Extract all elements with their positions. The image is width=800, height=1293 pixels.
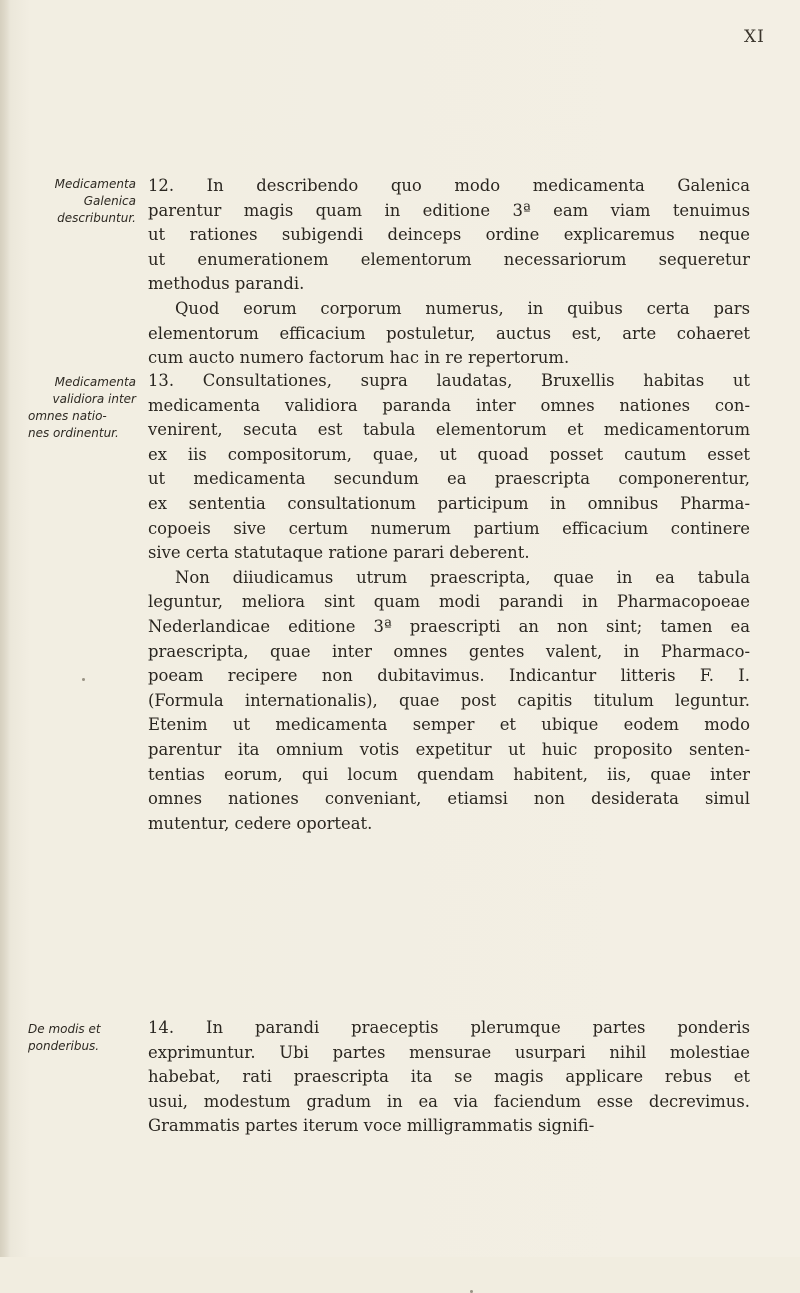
text-line: praescripta, quae inter omnes gentes valent, in Pharmaco-	[148, 641, 750, 661]
text-line: venirent, secuta est tabula elementorum et medicamentorum	[148, 420, 750, 440]
sidenote-line: omnes natio-	[28, 409, 107, 423]
text-line: 12. In describendo quo modo medicamenta Galenica	[148, 176, 750, 195]
paragraph	[148, 369, 750, 566]
text-line: omnes nationes conveniant, etiamsi non desiderata simul	[148, 789, 750, 809]
sidenote-line: Medicamenta	[54, 375, 136, 389]
sidenote-line: validiora inter	[52, 392, 136, 406]
sidenote-line: Medicamenta	[54, 177, 136, 191]
text-line: copoeis sive certum numerum partium efficacium continere	[148, 518, 750, 538]
text-line: leguntur, meliora sint quam modi parandi in Pharmacopoeae	[148, 592, 750, 612]
text-line: Nederlandicae editione 3ª praescripti an non sint; tamen ea	[148, 616, 750, 636]
sidenote-line: ponderibus.	[28, 1039, 100, 1053]
text-line: sive certa statutaque ratione parari deberent.	[148, 543, 530, 563]
text-line: usui, modestum gradum in ea via faciendum esse decrevimus.	[148, 1091, 750, 1111]
page-number: XI	[744, 27, 765, 47]
text-line: ut enumerationem elementorum necessariorum sequeretur	[148, 249, 750, 269]
text-line: ut medicamenta secundum ea praescripta componerentur,	[148, 469, 750, 489]
sidenote-line: describuntur.	[57, 211, 136, 225]
text-line: Non diiudicamus utrum praescripta, quae in ea tabula	[175, 567, 750, 587]
text-line: ex iis compositorum, quae, ut quoad posset cautum esset	[148, 444, 750, 464]
paragraph	[148, 566, 750, 837]
text-line: (Formula internationalis), quae post capitis titulum leguntur.	[148, 690, 750, 710]
text-line: methodus parandi.	[148, 274, 305, 294]
text-line: parentur ita omnium votis expetitur ut huic proposito senten-	[148, 739, 750, 759]
text-line: exprimuntur. Ubi partes mensurae usurpari nihil molestiae	[148, 1042, 750, 1062]
text-line: parentur magis quam in editione 3ª eam viam tenuimus	[148, 200, 750, 220]
sidenote-line: nes ordinentur.	[28, 426, 119, 440]
text-line: mutentur, cedere oporteat.	[148, 813, 373, 833]
text-line: medicamenta validiora paranda inter omnes nationes con-	[148, 395, 750, 415]
text-line: habebat, rati praescripta ita se magis applicare rebus et	[148, 1067, 750, 1087]
sidenote-de-modis	[28, 1021, 136, 1055]
paragraph-block-12	[148, 174, 750, 371]
sidenote-line: De modis et	[28, 1022, 101, 1036]
text-line: Quod eorum corporum numerus, in quibus certa pars	[175, 298, 750, 318]
text-line: cum aucto numero factorum hac in re repertorum.	[148, 348, 570, 368]
binding-edge	[0, 0, 10, 1257]
sidenote-medicamenta-validiora	[28, 374, 136, 442]
text-line: elementorum efficacium postuletur, auctus est, arte cohaeret	[148, 323, 750, 343]
text-line: tentias eorum, qui locum quendam habitent, iis, quae inter	[148, 764, 750, 784]
paragraph	[148, 297, 750, 371]
text-line: 14. In parandi praeceptis plerumque partes ponderis	[148, 1018, 750, 1037]
text-line: 13. Consultationes, supra laudatas, Bruxellis habitas ut	[148, 371, 750, 390]
text-line: poeam recipere non dubitavimus. Indicantur litteris F. I.	[148, 666, 750, 686]
paragraph-block-13	[148, 369, 750, 836]
paragraph	[148, 1016, 750, 1139]
sidenote-medicamenta-galenica	[28, 176, 136, 227]
text-line: ex sententia consultationum participum in omnibus Pharma-	[148, 493, 750, 513]
text-line: Etenim ut medicamenta semper et ubique eodem modo	[148, 715, 750, 735]
text-line: Grammatis partes iterum voce milligrammatis signifi-	[148, 1116, 595, 1136]
paper-speck	[82, 678, 85, 681]
text-line: ut rationes subigendi deinceps ordine explicaremus neque	[148, 225, 750, 245]
sidenote-line: Galenica	[83, 194, 136, 208]
paragraph	[148, 174, 750, 297]
paragraph-block-14	[148, 1016, 750, 1139]
